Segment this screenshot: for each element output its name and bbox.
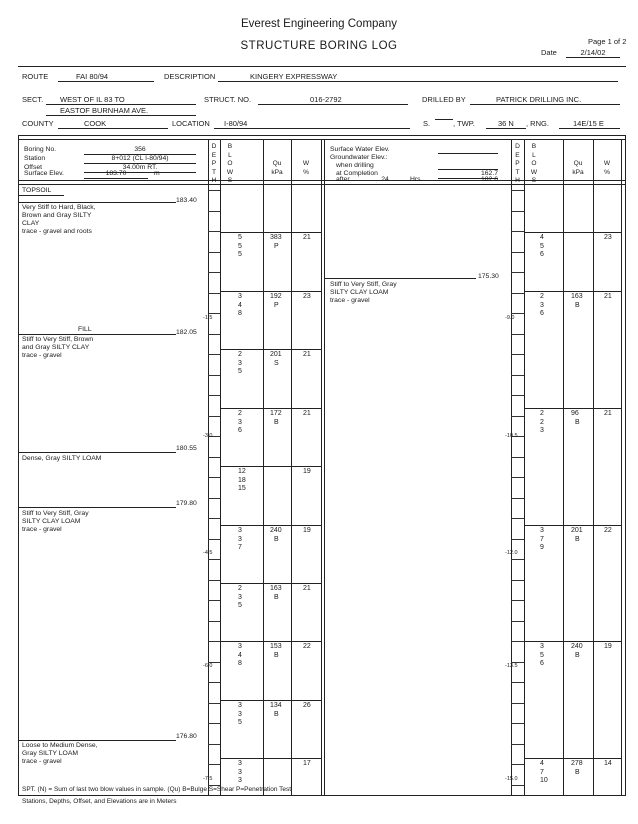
moisture-value: 21 <box>303 351 311 358</box>
blow-count: 3 <box>540 301 544 309</box>
depth-mark-label: -9.0 <box>505 315 515 321</box>
blow-count: 2 <box>540 418 544 426</box>
depth-tick <box>511 621 524 622</box>
qu-value: 278 <box>571 760 583 767</box>
blow-count: 5 <box>238 242 242 250</box>
blow-count: 5 <box>540 242 544 250</box>
depth-tick <box>208 744 220 745</box>
route-value: FAI 80/94 <box>58 72 154 82</box>
depth-tick <box>208 764 220 765</box>
after-value: 182.6 <box>438 176 498 185</box>
depth-tick <box>511 580 524 581</box>
depth-tick <box>511 375 524 376</box>
qu-test-type: B <box>575 768 580 776</box>
depth-tick <box>511 764 524 765</box>
blow-count: 3 <box>238 768 242 776</box>
blow-count: 10 <box>540 777 548 784</box>
sample-divider <box>220 232 321 233</box>
blows-column-heading-right: B L O W S <box>530 143 538 185</box>
sample-divider <box>220 641 321 642</box>
date-label: Date <box>541 48 557 57</box>
depth-mark-label: -3.0 <box>203 433 213 439</box>
depth-tick <box>208 539 220 540</box>
sample-divider <box>524 291 621 292</box>
drilled-label: DRILLED BY <box>422 95 466 104</box>
depth-tick <box>511 231 524 232</box>
moisture-value: 21 <box>303 585 311 592</box>
depth-tick <box>511 354 524 355</box>
rng-label: , RNG. <box>526 119 549 128</box>
depth-tick <box>511 518 524 519</box>
layer-description-4: Stiff to Very Stiff, Gray SILTY CLAY LOAM trace - gravel <box>22 510 89 533</box>
depth-tick <box>511 703 524 704</box>
qu-test-type: P <box>274 242 279 250</box>
depth-tick <box>208 231 220 232</box>
blow-count: 3 <box>238 293 242 300</box>
depth-tick <box>208 190 220 191</box>
blow-count: 3 <box>238 702 242 709</box>
route-label: ROUTE <box>22 72 49 81</box>
depth-tick <box>208 477 220 478</box>
sample-divider <box>524 232 621 233</box>
qu-column-heading: Qu kPa <box>271 160 283 176</box>
moisture-value: 22 <box>604 527 612 534</box>
blow-count: 6 <box>238 427 242 434</box>
depth-tick <box>208 682 220 683</box>
depth-mark-label: -10.5 <box>505 433 518 439</box>
surface-elev-unit: m <box>154 170 160 177</box>
depth-tick <box>208 293 220 294</box>
sect-line1: WEST OF IL 83 TO <box>46 95 196 105</box>
sample-divider <box>220 700 321 701</box>
at-completion-value: 162.7 <box>438 170 498 179</box>
elevation-182-05: 182.05 <box>176 329 197 336</box>
blow-count: 8 <box>238 660 242 667</box>
depth-tick <box>208 395 220 396</box>
blow-count: 6 <box>540 660 544 667</box>
qu-value: 240 <box>571 643 583 650</box>
groundwater-label: Groundwater Elev.: <box>330 154 388 161</box>
after-hours: 24 <box>370 176 400 185</box>
qu-value: 201 <box>571 527 583 534</box>
moisture-value: 26 <box>303 702 311 709</box>
surface-water-value <box>438 153 498 154</box>
depth-tick <box>511 477 524 478</box>
depth-tick <box>511 744 524 745</box>
depth-tick <box>511 539 524 540</box>
depth-tick <box>511 559 524 560</box>
qu-value: 192 <box>270 293 282 300</box>
depth-tick <box>208 498 220 499</box>
depth-mark-label: -12.0 <box>505 550 518 556</box>
depth-tick <box>511 641 524 642</box>
depth-tick <box>511 416 524 417</box>
blow-count: 3 <box>238 527 242 534</box>
blow-count: 4 <box>238 301 242 309</box>
log-title: STRUCTURE BORING LOG <box>240 40 398 52</box>
right-layer-description-1: Stiff to Very Stiff, Gray SILTY CLAY LOAM trace - gravel <box>330 281 397 304</box>
elevation-180-55: 180.55 <box>176 445 197 452</box>
drilled-by: PATRICK DRILLING INC. <box>470 95 620 105</box>
qu-test-type: B <box>274 593 279 601</box>
qu-test-type: B <box>575 535 580 543</box>
blow-count: 5 <box>238 251 242 258</box>
description-value: KINGERY EXPRESSWAY <box>218 72 618 82</box>
sample-divider <box>220 525 321 526</box>
blow-count: 5 <box>238 368 242 375</box>
depth-tick <box>208 211 220 212</box>
depth-tick <box>208 723 220 724</box>
at-completion-label: at Completion <box>336 170 378 177</box>
depth-mark-label: -13.5 <box>505 663 518 669</box>
depth-tick <box>511 211 524 212</box>
sample-divider <box>220 349 321 350</box>
blow-count: 3 <box>540 643 544 650</box>
sample-divider <box>524 758 621 759</box>
depth-tick <box>511 272 524 273</box>
depth-tick <box>208 641 220 642</box>
blow-count: 3 <box>238 593 242 601</box>
blow-count: 12 <box>238 468 246 475</box>
elevation-179-80: 179.80 <box>176 500 197 507</box>
depth-tick <box>511 723 524 724</box>
depth-tick <box>208 559 220 560</box>
blow-count: 8 <box>238 310 242 317</box>
footer-note-1: SPT. (N) = Sum of last two blow values in sample. (Qu) B=Bulge S=Shear P=Penetration Test <box>22 786 292 793</box>
sample-divider <box>220 758 321 759</box>
hrs-label: Hrs. <box>410 176 423 183</box>
layer-description-1: Very Stiff to Hard, Black, Brown and Gray SILTY CLAY trace - gravel and roots <box>22 204 96 235</box>
moisture-value: 19 <box>303 468 311 475</box>
blow-count: 3 <box>238 777 242 784</box>
blow-count: 2 <box>238 351 242 358</box>
depth-tick <box>511 190 524 191</box>
blow-count: 3 <box>540 427 544 434</box>
page-number: Page 1 of 2 <box>588 37 627 46</box>
blow-count: 9 <box>540 544 544 551</box>
qu-value: 201 <box>270 351 282 358</box>
station-value: 8+012 (CL I-80/94) <box>84 155 196 164</box>
footer-note-2: Stations, Depths, Offset, and Elevations are in Meters <box>22 798 177 805</box>
blow-count: 2 <box>540 293 544 300</box>
blow-count: 5 <box>238 602 242 609</box>
depth-column-heading-right: D E P T H <box>515 143 520 185</box>
moisture-value: 21 <box>303 234 311 241</box>
elevation-176-80: 176.80 <box>176 733 197 740</box>
blow-count: 7 <box>540 768 544 776</box>
depth-mark-label: -6.0 <box>203 663 213 669</box>
qu-test-type: B <box>274 535 279 543</box>
w-column-heading: W % <box>302 160 310 176</box>
county-value: COOK <box>58 119 168 129</box>
blow-count: 4 <box>540 760 544 767</box>
elevation-175-30: 175.30 <box>478 273 499 280</box>
sect-line2: EASTOF BURNHAM AVE. <box>46 106 196 116</box>
moisture-value: 23 <box>604 234 612 241</box>
blow-count: 3 <box>238 643 242 650</box>
blow-count: 7 <box>540 535 544 543</box>
w-column-heading-right: W % <box>603 160 611 176</box>
layer-topsoil: TOPSOIL <box>22 187 52 194</box>
blow-count: 3 <box>238 418 242 426</box>
qu-column-heading-right: Qu kPa <box>572 160 584 176</box>
elevation-183-40: 183.40 <box>176 197 197 204</box>
depth-tick <box>208 600 220 601</box>
surface-elev-value: 183.70 <box>84 170 148 179</box>
description-label: DESCRIPTION <box>164 72 216 81</box>
blow-count: 3 <box>238 359 242 367</box>
blow-count: 7 <box>238 544 242 551</box>
blow-count: 5 <box>238 234 242 241</box>
depth-column-heading: D E P T H <box>211 143 217 185</box>
twp-value: 36 N <box>486 119 526 129</box>
depth-mark-label: -7.5 <box>203 776 213 782</box>
depth-tick <box>208 457 220 458</box>
blow-count: 6 <box>540 310 544 317</box>
qu-value: 134 <box>270 702 282 709</box>
depth-tick <box>511 334 524 335</box>
blow-count: 2 <box>238 585 242 592</box>
depth-tick <box>208 272 220 273</box>
s-value <box>435 119 453 120</box>
qu-value: 153 <box>270 643 282 650</box>
boring-no-label: Boring No. <box>24 146 57 153</box>
layer-description-3: Dense, Gray SILTY LOAM <box>22 455 102 462</box>
moisture-value: 17 <box>303 760 311 767</box>
blows-column-heading: B L O W S <box>226 143 234 185</box>
moisture-value: 23 <box>303 293 311 300</box>
date-value: 2/14/02 <box>566 48 620 58</box>
layer-fill: FILL <box>78 326 92 333</box>
surface-elev-label: Surface Elev. <box>24 170 64 177</box>
moisture-value: 19 <box>604 643 612 650</box>
qu-test-type: B <box>575 301 580 309</box>
moisture-value: 21 <box>604 410 612 417</box>
depth-tick <box>208 621 220 622</box>
blow-count: 2 <box>540 410 544 417</box>
location-value: I-80/94 <box>214 119 410 129</box>
moisture-value: 14 <box>604 760 612 767</box>
surface-water-label: Surface Water Elev. <box>330 146 390 153</box>
depth-tick <box>511 498 524 499</box>
rng-value: 14E/15 E <box>559 119 620 129</box>
blow-count: 4 <box>540 234 544 241</box>
boring-no: 356 <box>84 146 196 155</box>
qu-test-type: B <box>274 651 279 659</box>
blow-count: 3 <box>238 535 242 543</box>
depth-tick <box>511 785 524 786</box>
blow-count: 3 <box>238 760 242 767</box>
layer-description-5: Loose to Medium Dense, Gray SILTY LOAM trace - gravel <box>22 742 98 765</box>
qu-test-type: P <box>274 301 279 309</box>
depth-tick <box>208 375 220 376</box>
qu-value: 240 <box>270 527 282 534</box>
depth-mark-label: -15.0 <box>505 776 518 782</box>
offset-value: 34.00m RT. <box>84 164 196 173</box>
sect-label: SECT. <box>22 95 44 104</box>
depth-tick <box>511 600 524 601</box>
depth-tick <box>208 580 220 581</box>
depth-tick <box>511 395 524 396</box>
struct-no: 016-2792 <box>258 95 408 105</box>
when-drilling-label: when drilling <box>336 162 374 169</box>
company-name: Everest Engineering Company <box>241 18 397 30</box>
s-label: S. <box>423 119 431 128</box>
depth-tick <box>208 416 220 417</box>
moisture-value: 21 <box>604 293 612 300</box>
sample-divider <box>220 408 321 409</box>
location-label: LOCATION <box>172 119 210 128</box>
depth-mark-label: -4.5 <box>203 550 213 556</box>
sample-divider <box>524 408 621 409</box>
depth-mark-label: -1.5 <box>203 315 213 321</box>
depth-tick <box>511 313 524 314</box>
sample-divider <box>220 583 321 584</box>
qu-test-type: S <box>274 359 279 367</box>
blow-count: 18 <box>238 476 246 484</box>
blow-count: 3 <box>238 710 242 718</box>
struct-label: STRUCT. NO. <box>204 95 252 104</box>
qu-value: 163 <box>270 585 282 592</box>
moisture-value: 19 <box>303 527 311 534</box>
station-label: Station <box>24 155 46 162</box>
twp-label: , TWP. <box>453 119 475 128</box>
blow-count: 3 <box>540 527 544 534</box>
sample-divider <box>220 291 321 292</box>
depth-tick <box>511 293 524 294</box>
qu-value: 172 <box>270 410 282 417</box>
blow-count: 5 <box>540 651 544 659</box>
qu-test-type: B <box>575 418 580 426</box>
blow-count: 15 <box>238 485 246 492</box>
qu-test-type: B <box>274 710 279 718</box>
depth-tick <box>511 457 524 458</box>
sample-divider <box>524 641 621 642</box>
depth-tick <box>208 703 220 704</box>
depth-tick <box>511 252 524 253</box>
qu-value: 163 <box>571 293 583 300</box>
blow-count: 5 <box>238 719 242 726</box>
depth-tick <box>208 354 220 355</box>
after-label: after <box>336 176 350 183</box>
moisture-value: 22 <box>303 643 311 650</box>
blow-count: 2 <box>238 410 242 417</box>
qu-value: 96 <box>571 410 579 417</box>
moisture-value: 21 <box>303 410 311 417</box>
offset-label: Offset <box>24 164 43 171</box>
county-label: COUNTY <box>22 119 54 128</box>
blow-count: 6 <box>540 251 544 258</box>
qu-value: 383 <box>270 234 282 241</box>
layer-description-2: Stiff to Very Stiff, Brown and Gray SILTY CLAY trace - gravel <box>22 336 94 359</box>
depth-tick <box>511 682 524 683</box>
depth-tick <box>208 518 220 519</box>
qu-test-type: B <box>274 418 279 426</box>
depth-tick <box>208 313 220 314</box>
sample-divider <box>220 466 321 467</box>
sample-divider <box>524 525 621 526</box>
blow-count: 4 <box>238 651 242 659</box>
depth-tick <box>208 334 220 335</box>
depth-tick <box>208 252 220 253</box>
qu-test-type: B <box>575 651 580 659</box>
